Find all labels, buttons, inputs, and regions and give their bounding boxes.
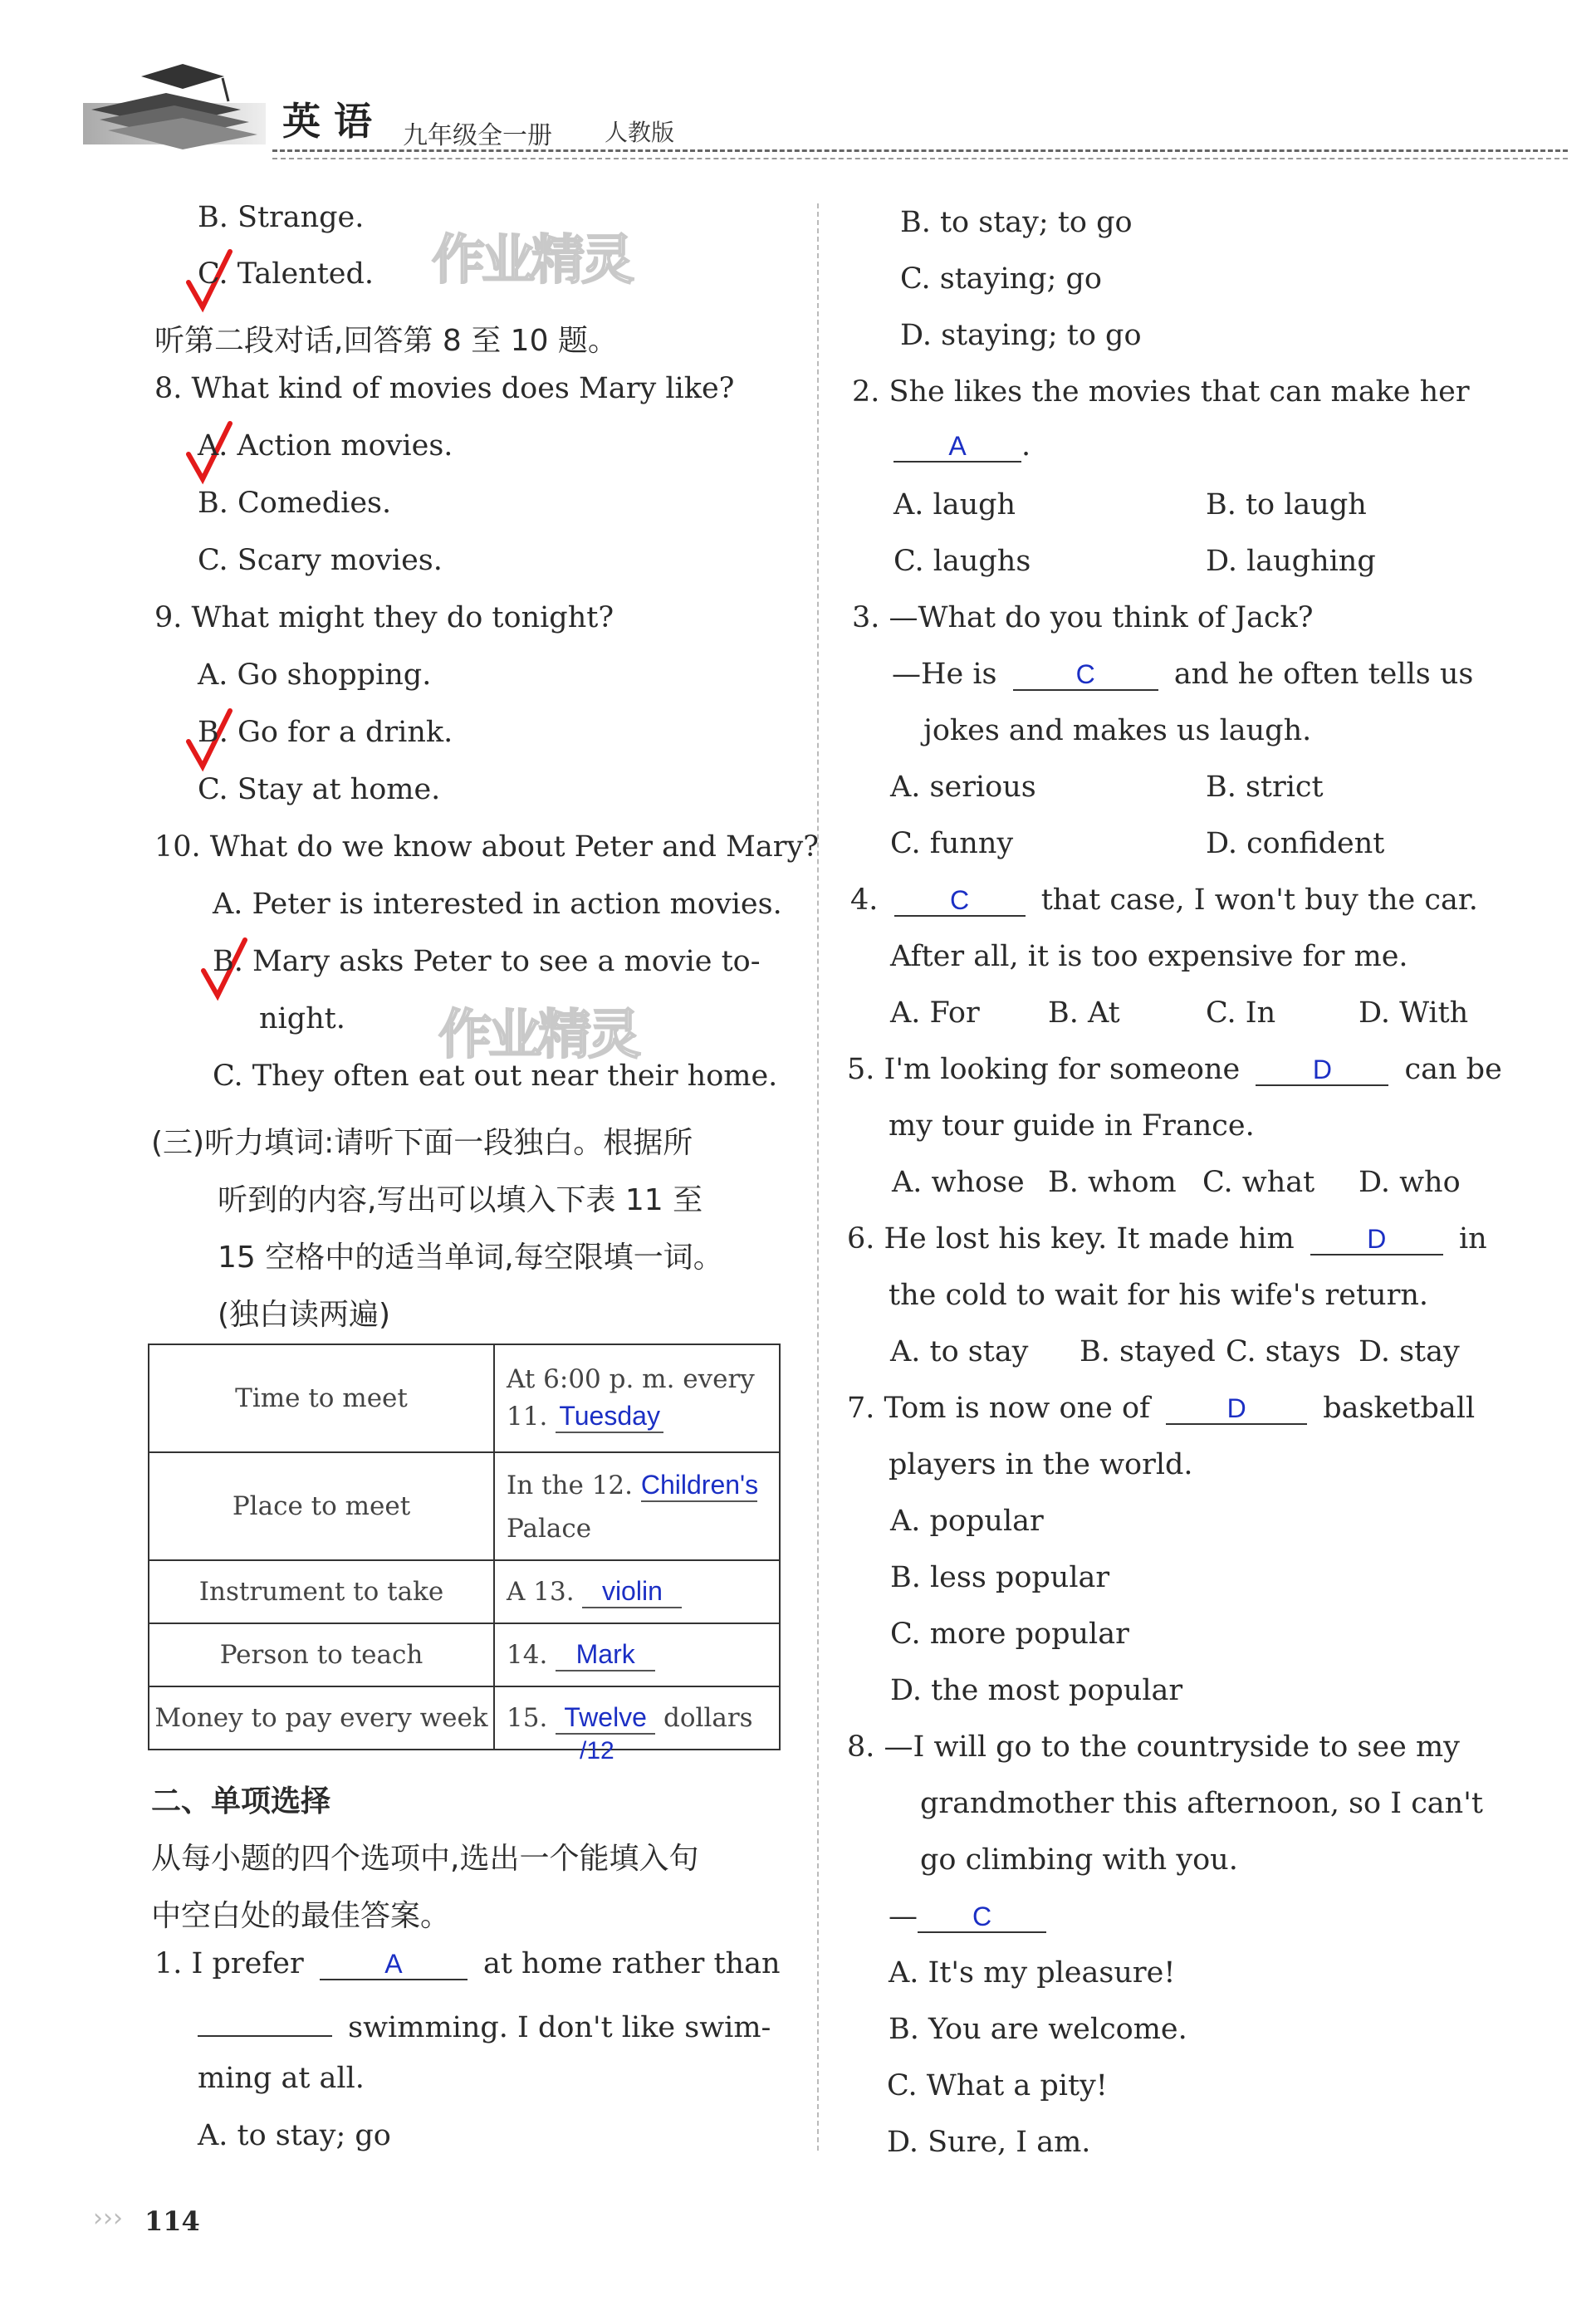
question: 9. What might they do tonight? xyxy=(154,601,614,634)
option: D. staying; to go xyxy=(900,319,1142,352)
item-number: 15. xyxy=(507,1702,548,1733)
option: B. You are welcome. xyxy=(889,2013,1187,2046)
question-text: players in the world. xyxy=(889,1448,1193,1481)
option: B. Mary asks Peter to see a movie to- xyxy=(213,945,761,978)
answer-blank: C xyxy=(894,887,1026,917)
option: A. popular xyxy=(890,1505,1044,1538)
edition-label: 人教版 xyxy=(605,119,675,146)
answer-13: violin xyxy=(582,1576,682,1608)
table-value: In the 12. xyxy=(507,1470,633,1500)
question: 10. What do we know about Peter and Mary? xyxy=(154,830,819,864)
table-row xyxy=(149,1344,780,1452)
option: C. staying; go xyxy=(900,262,1102,296)
question xyxy=(850,883,1478,917)
option: B. stayed xyxy=(1080,1335,1216,1368)
table-key: Money to pay every week xyxy=(149,1686,494,1750)
answer-blank: D xyxy=(1310,1226,1443,1255)
question xyxy=(847,1222,1487,1255)
question-text: —He is xyxy=(892,658,997,691)
option: C. In xyxy=(1206,996,1276,1030)
table-key: Instrument to take xyxy=(149,1560,494,1623)
question-text: ming at all. xyxy=(198,2062,365,2095)
item-number: 11. xyxy=(507,1401,548,1432)
question-line: A . xyxy=(893,432,1031,463)
question-text: 6. He lost his key. It made him xyxy=(847,1222,1295,1255)
option: D. who xyxy=(1359,1166,1461,1199)
option: C. What a pity! xyxy=(887,2069,1108,2102)
answer-11: Tuesday xyxy=(556,1401,663,1433)
option: A. It's my pleasure! xyxy=(889,1956,1176,1990)
page-arrows: ››› xyxy=(93,2204,123,2233)
answer-blank: D xyxy=(1256,1056,1388,1086)
answer-blank: C xyxy=(1013,661,1158,691)
blank xyxy=(198,2007,332,2037)
table-row xyxy=(149,1452,780,1560)
option: D. Sure, I am. xyxy=(887,2126,1091,2159)
option: C. Scary movies. xyxy=(198,544,443,577)
question-text: grandmother this afternoon, so I can't xyxy=(920,1787,1483,1820)
item-number: 14. xyxy=(507,1639,548,1670)
question-text: the cold to wait for his wife's return. xyxy=(889,1279,1428,1312)
table-key: Person to teach xyxy=(149,1623,494,1686)
subject-title: 英 语 xyxy=(282,99,373,144)
question-line xyxy=(892,660,1473,691)
option: A. to stay xyxy=(890,1335,1029,1368)
table-value: At 6:00 p. m. every xyxy=(507,1363,755,1394)
page-number: 114 xyxy=(144,2205,200,2237)
score-mark: /12 xyxy=(580,1737,614,1764)
books-logo-icon xyxy=(75,60,274,159)
question-text: my tour guide in France. xyxy=(889,1109,1255,1143)
question-text: jokes and makes us laugh. xyxy=(923,714,1312,747)
option: D. stay xyxy=(1359,1335,1460,1368)
question: 8. What kind of movies does Mary like? xyxy=(154,372,735,405)
dash: — xyxy=(889,1900,918,1933)
answer-14: Mark xyxy=(556,1639,655,1671)
question-text: go climbing with you. xyxy=(920,1843,1238,1877)
question xyxy=(847,1394,1475,1425)
table-value: Palace xyxy=(507,1513,592,1544)
instructions: 从每小题的四个选项中,选出一个能填入句 xyxy=(151,1842,699,1876)
option: B. less popular xyxy=(890,1561,1110,1594)
option: B. At xyxy=(1048,996,1120,1030)
answer-blank: C xyxy=(918,1903,1046,1933)
table-key: Time to meet xyxy=(149,1344,494,1452)
option: B. Comedies. xyxy=(198,487,392,520)
question-text: can be xyxy=(1404,1053,1502,1086)
instructions: 听到的内容,写出可以填入下表 11 至 xyxy=(218,1183,703,1217)
question-line xyxy=(889,1902,1046,1933)
option: D. laughing xyxy=(1206,545,1376,578)
question-text: After all, it is too expensive for me. xyxy=(890,940,1408,973)
question-text: 1. I prefer xyxy=(154,1947,304,1980)
option: C. funny xyxy=(890,827,1014,860)
question xyxy=(154,1947,781,1980)
question-text: swimming. I don't like swim- xyxy=(348,2011,771,2044)
question: 2. She likes the movies that can make her xyxy=(852,375,1470,409)
option: D. With xyxy=(1359,996,1469,1030)
fill-in-table xyxy=(148,1344,781,1750)
table-key: Place to meet xyxy=(149,1452,494,1560)
question-line xyxy=(198,2007,771,2043)
option: A. laugh xyxy=(893,488,1016,521)
option: A. to stay; go xyxy=(198,2119,391,2152)
answer-15: Twelve xyxy=(556,1702,655,1735)
option: B. whom xyxy=(1048,1166,1177,1199)
option: B. strict xyxy=(1206,771,1324,804)
option: D. the most popular xyxy=(890,1674,1183,1707)
instructions: (三)听力填词:请听下面一段独白。根据所 xyxy=(151,1126,693,1160)
question: 3. —What do you think of Jack? xyxy=(852,601,1314,634)
answer-blank: A xyxy=(320,1950,468,1980)
question xyxy=(847,1055,1502,1086)
instructions: (独白读两遍) xyxy=(218,1298,391,1332)
option: A. Go shopping. xyxy=(198,658,432,692)
question-text: basketball xyxy=(1323,1392,1476,1425)
instructions: 15 空格中的适当单词,每空限填一词。 xyxy=(218,1241,723,1275)
watermark: 作业精灵 xyxy=(438,1005,638,1066)
option: C. more popular xyxy=(890,1618,1129,1651)
question-text: and he often tells us xyxy=(1173,658,1474,691)
option: B. to stay; to go xyxy=(900,206,1133,239)
answer-12: Children's xyxy=(641,1470,757,1502)
watermark: 作业精灵 xyxy=(432,230,631,291)
question: 8. —I will go to the countryside to see my xyxy=(847,1730,1460,1764)
table-row xyxy=(149,1560,780,1623)
option: A. serious xyxy=(890,771,1036,804)
option: C. stays xyxy=(1226,1335,1341,1368)
item-number: A 13. xyxy=(507,1576,575,1607)
option: B. Go for a drink. xyxy=(198,716,453,749)
table-row xyxy=(149,1623,780,1686)
option: C. Stay at home. xyxy=(198,773,441,806)
option: B. Strange. xyxy=(198,201,365,234)
option: C. what xyxy=(1202,1166,1315,1199)
question-number: 4. xyxy=(850,883,879,917)
instructions: 中空白处的最佳答案。 xyxy=(151,1899,451,1933)
option: D. confident xyxy=(1206,827,1385,860)
question-text: 7. Tom is now one of xyxy=(847,1392,1150,1425)
answer-blank: D xyxy=(1166,1395,1307,1425)
option: A. whose xyxy=(892,1166,1025,1199)
question-text: 5. I'm looking for someone xyxy=(847,1053,1241,1086)
option: C. laughs xyxy=(893,545,1031,578)
option: C. Talented. xyxy=(198,257,375,291)
option: night. xyxy=(259,1002,345,1035)
header-rule xyxy=(272,149,1568,152)
option: B. to laugh xyxy=(1206,488,1367,521)
unit-label: dollars xyxy=(663,1702,753,1733)
question-text: at home rather than xyxy=(483,1947,781,1980)
table-row xyxy=(149,1686,780,1750)
section-title: 二、单项选择 xyxy=(151,1784,331,1818)
section-heading: 听第二段对话,回答第 8 至 10 题。 xyxy=(154,324,618,358)
question-text: in xyxy=(1458,1222,1487,1255)
column-divider xyxy=(817,203,819,2151)
header-rule-2 xyxy=(272,158,1568,159)
grade-label: 九年级全一册 xyxy=(403,121,552,150)
answer-blank: A xyxy=(893,433,1021,463)
option: A. For xyxy=(890,996,980,1030)
option: C. They often eat out near their home. xyxy=(213,1060,778,1093)
question-text: that case, I won't buy the car. xyxy=(1040,883,1478,917)
option: A. Action movies. xyxy=(198,429,453,463)
option: A. Peter is interested in action movies. xyxy=(213,888,782,921)
